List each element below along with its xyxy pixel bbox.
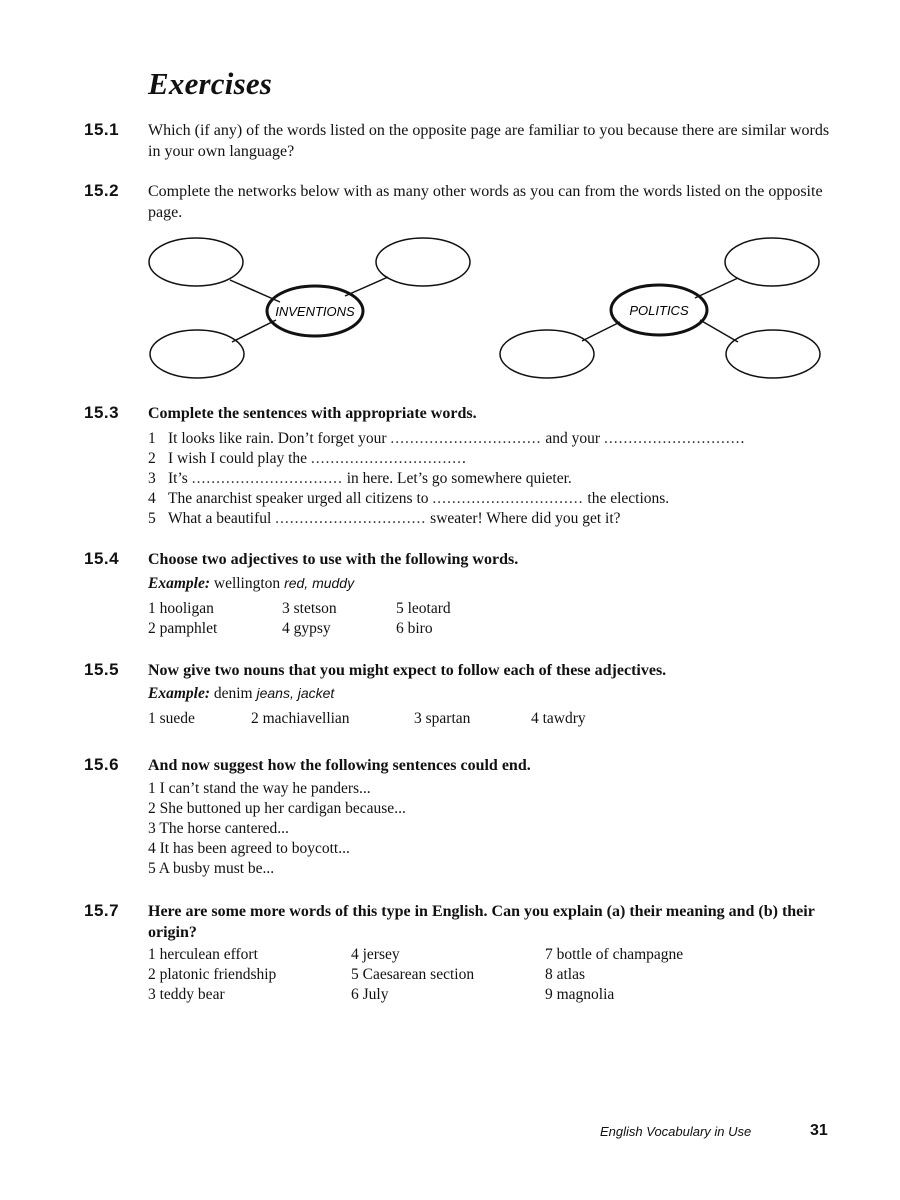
exercise-number: 15.4	[84, 549, 120, 568]
exercise-instruction: Choose two adjectives to use with the following words.	[148, 551, 519, 568]
list-item: 1 suede	[148, 710, 195, 727]
list-item: 1 herculean effort	[148, 946, 258, 963]
list-item: 6 biro	[396, 620, 433, 637]
list-item: 4 tawdry	[531, 710, 586, 727]
network-blank-bubble	[149, 238, 243, 286]
list-item: 5 A busby must be...	[148, 860, 275, 877]
sentence-list	[148, 429, 744, 529]
list-item: 1 It looks like rain. Don’t forget your ............................... and your .............................	[148, 430, 745, 447]
exercise-number: 15.5	[84, 660, 120, 679]
exercise-number: 15.2	[84, 181, 120, 200]
list-item: 2 pamphlet	[148, 620, 218, 637]
network-label-inventions: INVENTIONS	[275, 304, 355, 319]
exercise-instruction: Complete the sentences with appropriate words.	[148, 405, 477, 422]
network-blank-bubble	[500, 330, 594, 378]
list-item: 5 leotard	[396, 600, 451, 617]
book-title-footer: English Vocabulary in Use	[600, 1124, 752, 1139]
list-item: 4 It has been agreed to boycott...	[148, 840, 350, 857]
exercise-number: 15.3	[84, 403, 120, 422]
exercise-instruction: Complete the networks below with as many other words as you can from the words listed on the opposite page.	[148, 183, 823, 221]
list-item: 9 magnolia	[545, 986, 615, 1003]
exercise-instruction: Now give two nouns that you might expect to follow each of these adjectives.	[148, 662, 667, 679]
exercise-number: 15.1	[84, 120, 120, 139]
word-network-diagram	[140, 232, 840, 392]
network-blank-bubble	[726, 330, 820, 378]
list-item: 3 It’s ............................... in here. Let’s go somewhere quieter.	[148, 470, 572, 487]
list-item: 5 What a beautiful ............................... sweater! Where did you get it?	[148, 510, 621, 527]
example-line: Example: denim jeans, jacket	[148, 685, 335, 702]
list-item: 5 Caesarean section	[351, 966, 475, 983]
example-line: Example: wellington red, muddy	[148, 575, 355, 592]
list-item: 8 atlas	[545, 966, 586, 983]
list-item: 1 hooligan	[148, 600, 214, 617]
list-item: 6 July	[351, 986, 389, 1003]
exercise-instruction: Which (if any) of the words listed on the opposite page are familiar to you because there are similar words in your own language?	[148, 122, 830, 160]
list-item: 7 bottle of champagne	[545, 946, 684, 963]
exercise-number: 15.7	[84, 901, 120, 920]
list-item: 4 gypsy	[282, 620, 331, 637]
list-item: 3 spartan	[414, 710, 471, 727]
network-blank-bubble	[725, 238, 819, 286]
list-item: 3 The horse cantered...	[148, 820, 289, 837]
list-item: 1 I can’t stand the way he panders...	[148, 780, 371, 797]
list-item: 4 The anarchist speaker urged all citizens to ............................... the elections.	[148, 490, 670, 507]
list-item: 3 stetson	[282, 600, 337, 617]
list-item: 2 She buttoned up her cardigan because...	[148, 800, 406, 817]
page-number: 31	[810, 1122, 828, 1139]
exercise-instruction: Here are some more words of this type in English. Can you explain (a) their meaning and (b) their origin?	[148, 903, 815, 941]
sentence-list	[148, 779, 406, 879]
exercise-number: 15.6	[84, 755, 120, 774]
list-item: 4 jersey	[351, 946, 400, 963]
list-item: 2 platonic friendship	[148, 966, 277, 983]
network-blank-bubble	[150, 330, 244, 378]
list-item: 2 machiavellian	[251, 710, 350, 727]
exercise-instruction: And now suggest how the following sentences could end.	[148, 757, 531, 774]
network-label-politics: POLITICS	[629, 303, 689, 318]
list-item: 3 teddy bear	[148, 986, 225, 1003]
list-item: 2 I wish I could play the ................................	[148, 450, 466, 467]
page-title: Exercises	[148, 66, 273, 101]
network-blank-bubble	[376, 238, 470, 286]
